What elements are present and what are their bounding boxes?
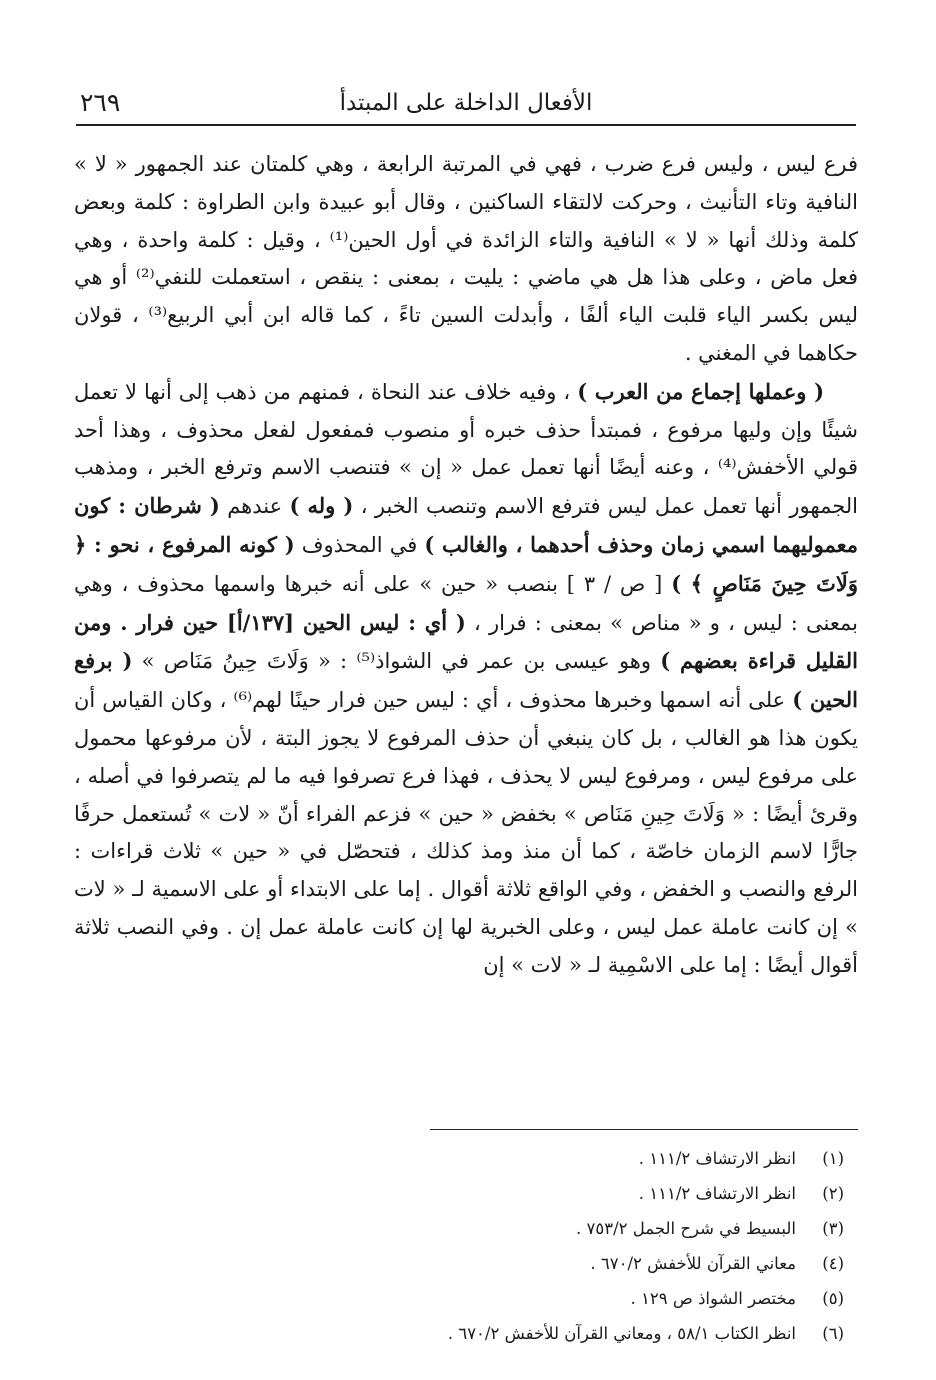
bold-phrase-6: ( برفع الحين ) bbox=[74, 648, 858, 713]
footnote bbox=[380, 1316, 844, 1351]
footnotes bbox=[380, 1141, 844, 1351]
footnote-number: (٦) bbox=[822, 1324, 844, 1343]
footnote-number: (٥) bbox=[822, 1289, 844, 1308]
footnote-number: (٣) bbox=[822, 1219, 844, 1238]
footnote-number: (٤) bbox=[822, 1254, 844, 1273]
bold-phrase-4: ( كونه المرفوع ، نحو : ﴿ وَلَاتَ حِينَ مَنَاصٍ ﴾ ) bbox=[74, 531, 858, 596]
paragraph-2 bbox=[74, 373, 858, 985]
footnote-rule bbox=[430, 1129, 858, 1130]
footnote-number: (٢) bbox=[822, 1184, 844, 1203]
running-title: الأفعال الداخلة على المبتدأ bbox=[339, 90, 593, 116]
footnote bbox=[380, 1211, 844, 1246]
text-run-5: وهو عيسى بن عمر في الشواذ⁽⁵⁾ : « وَلَاتَ حِينُ مَنَاص » bbox=[132, 649, 661, 674]
footnote-number: (١) bbox=[822, 1149, 844, 1168]
header-rule bbox=[76, 124, 856, 126]
text-run-4: [ ص / ٣ ] بنصب « حين » على أنه خبرها واسمها محذوف ، وهي بمعنى : ليس ، و « مناص » بمعنى : فرار ، bbox=[74, 571, 858, 635]
main-text bbox=[74, 146, 858, 985]
bold-phrase-5: ( أي : ليس الحين [١٣٧/أ] حين فرار . ومن القليل قراءة بعضهم ) bbox=[74, 609, 858, 674]
footnote bbox=[380, 1246, 844, 1281]
page-header bbox=[76, 86, 856, 126]
paragraph-1: فرع ليس ، وليس فرع ضرب ، فهي في المرتبة الرابعة ، وهي كلمتان عند الجمهور « لا » النافية وتاء التأنيث ، وحركت لالتقاء الساكنين ، وقال أبو عبيدة وابن الطراوة : كلمة وبعض كلمة وذلك أنها « لا » النافية والتاء الزائدة في أول الحين⁽¹⁾ ، وقيل : كلمة واحدة ، وهي فعل ماض ، وعلى هذا هل هي ماضي : يليت ، بمعنى : ينقص ، استعملت للنفي⁽²⁾ أو هي ليس بكسر الياء قلبت الياء ألفًا ، وأبدلت السين تاءً ، كما قاله ابن أبي الربيع⁽³⁾ ، قولان حكاهما في المغني . bbox=[74, 152, 858, 365]
footnote-text: البسيط في شرح الجمل ٧٥٣/٢ . bbox=[576, 1219, 796, 1238]
text-run-3: في المحذوف bbox=[294, 532, 425, 557]
page-number: ٢٦٩ bbox=[80, 88, 121, 117]
bold-phrase-2: ( وله ) bbox=[289, 493, 354, 519]
text-run-6: على أنه اسمها وخبرها محذوف ، أي : ليس حين فرار حينًا لهم⁽⁶⁾ ، وكان القياس أن يكون هذا هو الغالب ، بل كان ينبغي أن حذف المرفوع لا يجوز البتة ، لأن مرفوعها محمول على مرفوع ليس ، ومرفوع ليس لا يحذف ، فهذا فرع تصرفوا فيه ما لم يتصرفوا في أصله ، وقرئ أيضًا : « وَلَاتَ حِينِ مَنَاص » بخفض « حين » فزعم الفراء أنّ « لات » تُستعمل حرفًا جارًّا لاسم الزمان خاصّة ، كما أن منذ ومذ كذلك ، فتحصّل في « حين » ثلاث قراءات : الرفع والنصب و الخفض ، وفي الواقع ثلاثة أقوال . إما على الابتداء أو على الاسمية لـ « لات » إن كانت عاملة عمل ليس ، وعلى الخبرية لها إن كانت عاملة عمل إن . وفي النصب ثلاثة أقوال أيضًا : إما على الاسْمِية لـ « لات » إن bbox=[74, 688, 858, 977]
footnote bbox=[380, 1141, 844, 1176]
footnote bbox=[380, 1176, 844, 1211]
bold-phrase-1: ( وعملها إجماع من العرب ) bbox=[577, 378, 825, 404]
footnote-text: انظر الارتشاف ١١١/٢ . bbox=[638, 1149, 796, 1168]
footnote-text: انظر الارتشاف ١١١/٢ . bbox=[638, 1184, 796, 1203]
text-run-2: عندهم bbox=[219, 494, 290, 519]
footnote bbox=[380, 1281, 844, 1316]
text-run-1: ، وفيه خلاف عند النحاة ، فمنهم من ذهب إلى أنها لا تعمل شيئًا وإن وليها مرفوع ، فمبتدأ حذف خبره أو منصوب فمفعول لفعل محذوف ، وهذا أحد قولي الأخفش⁽⁴⁾ ، وعنه أيضًا أنها تعمل عمل « إن » فتنصب الاسم وترفع الخبر ، ومذهب الجمهور أنها تعمل عمل ليس فترفع الاسم وتنصب الخبر ، bbox=[74, 379, 858, 519]
footnote-text: معاني القرآن للأخفش ٦٧٠/٢ . bbox=[590, 1254, 796, 1273]
footnote-text: مختصر الشواذ ص ١٢٩ . bbox=[630, 1289, 796, 1308]
bold-phrase-3: ( شرطان : كون معموليهما اسمي زمان وحذف أحدهما ، والغالب ) bbox=[74, 493, 858, 557]
footnote-text: انظر الكتاب ٥٨/١ ، ومعاني القرآن للأخفش ٦٧٠/٢ . bbox=[447, 1324, 796, 1343]
